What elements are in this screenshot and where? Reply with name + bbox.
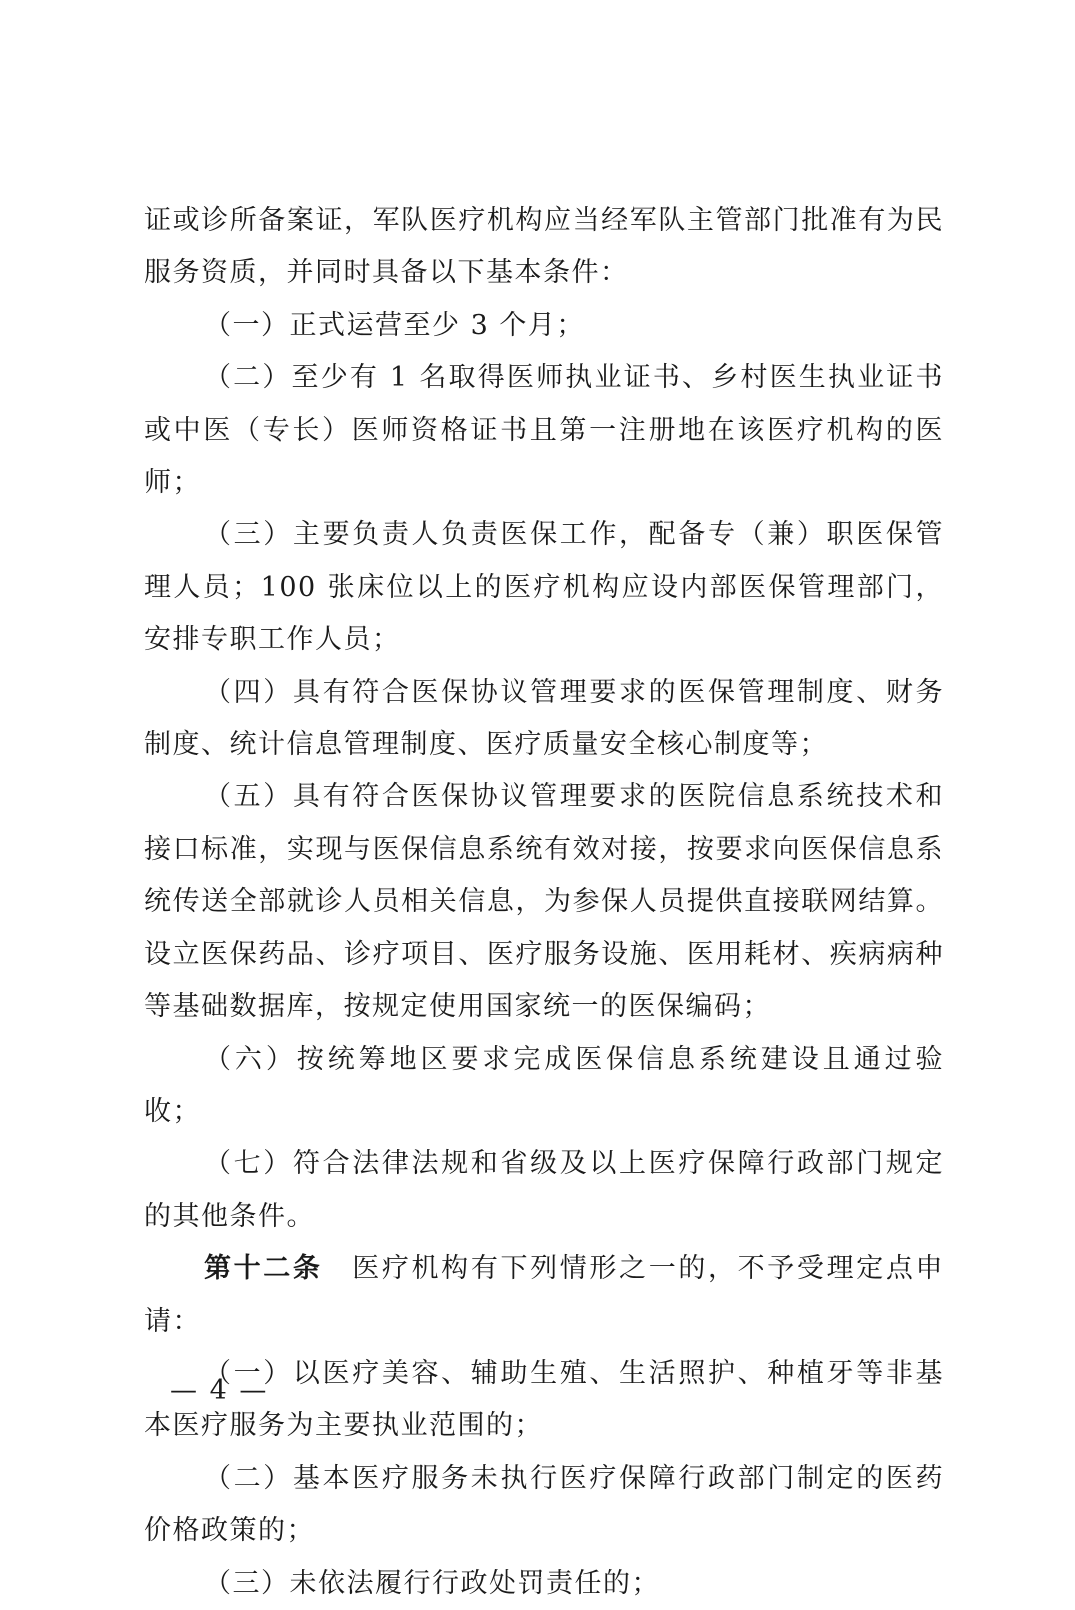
condition-item-3: （三）主要负责人负责医保工作，配备专（兼）职医保管理人员；100 张床位以上的医疗机构应设内部医保管理部门，安排专职工作人员；	[144, 519, 944, 656]
article-label: 第十二条	[204, 1253, 323, 1285]
condition-item-1: （一）正式运营至少 3 个月；	[204, 309, 585, 341]
article-12	[144, 1243, 944, 1348]
condition-item-4: （四）具有符合医保协议管理要求的医保管理制度、财务制度、统计信息管理制度、医疗质量安全核心制度等；	[144, 676, 944, 761]
condition-item-7: （七）符合法律法规和省级及以上医疗保障行政部门规定的其他条件。	[144, 1148, 944, 1232]
page-number: — 4 —	[170, 1375, 269, 1406]
condition-item-6: （六）按统筹地区要求完成医保信息系统建设且通过验收；	[144, 1043, 944, 1127]
article-text: 医疗机构有下列情形之一的，不予受理定点申请：	[144, 1253, 945, 1337]
condition-item-2: （二）至少有 1 名取得医师执业证书、乡村医生执业证书或中医（专长）医师资格证书且第一注册地在该医疗机构的医师；	[144, 362, 944, 499]
condition-item-5: （五）具有符合医保协议管理要求的医院信息系统技术和接口标准，实现与医保信息系统有效对接，按要求向医保信息系统传送全部就诊人员相关信息，为参保人员提供直接联网结算。设立医保药品、诊疗项目、医疗服务设施、医用耗材、疾病病种等基础数据库，按规定使用国家统一的医保编码；	[144, 781, 944, 1023]
paragraph: 证或诊所备案证，军队医疗机构应当经军队主管部门批准有为民服务资质，并同时具备以下基本条件：	[144, 205, 944, 289]
exclusion-item-1: （一）以医疗美容、辅助生殖、生活照护、种植牙等非基本医疗服务为主要执业范围的；	[144, 1357, 944, 1442]
exclusion-item-3: （三）未依法履行行政处罚责任的；	[204, 1567, 660, 1599]
exclusion-item-2: （二）基本医疗服务未执行医疗保障行政部门制定的医药价格政策的；	[144, 1462, 944, 1547]
